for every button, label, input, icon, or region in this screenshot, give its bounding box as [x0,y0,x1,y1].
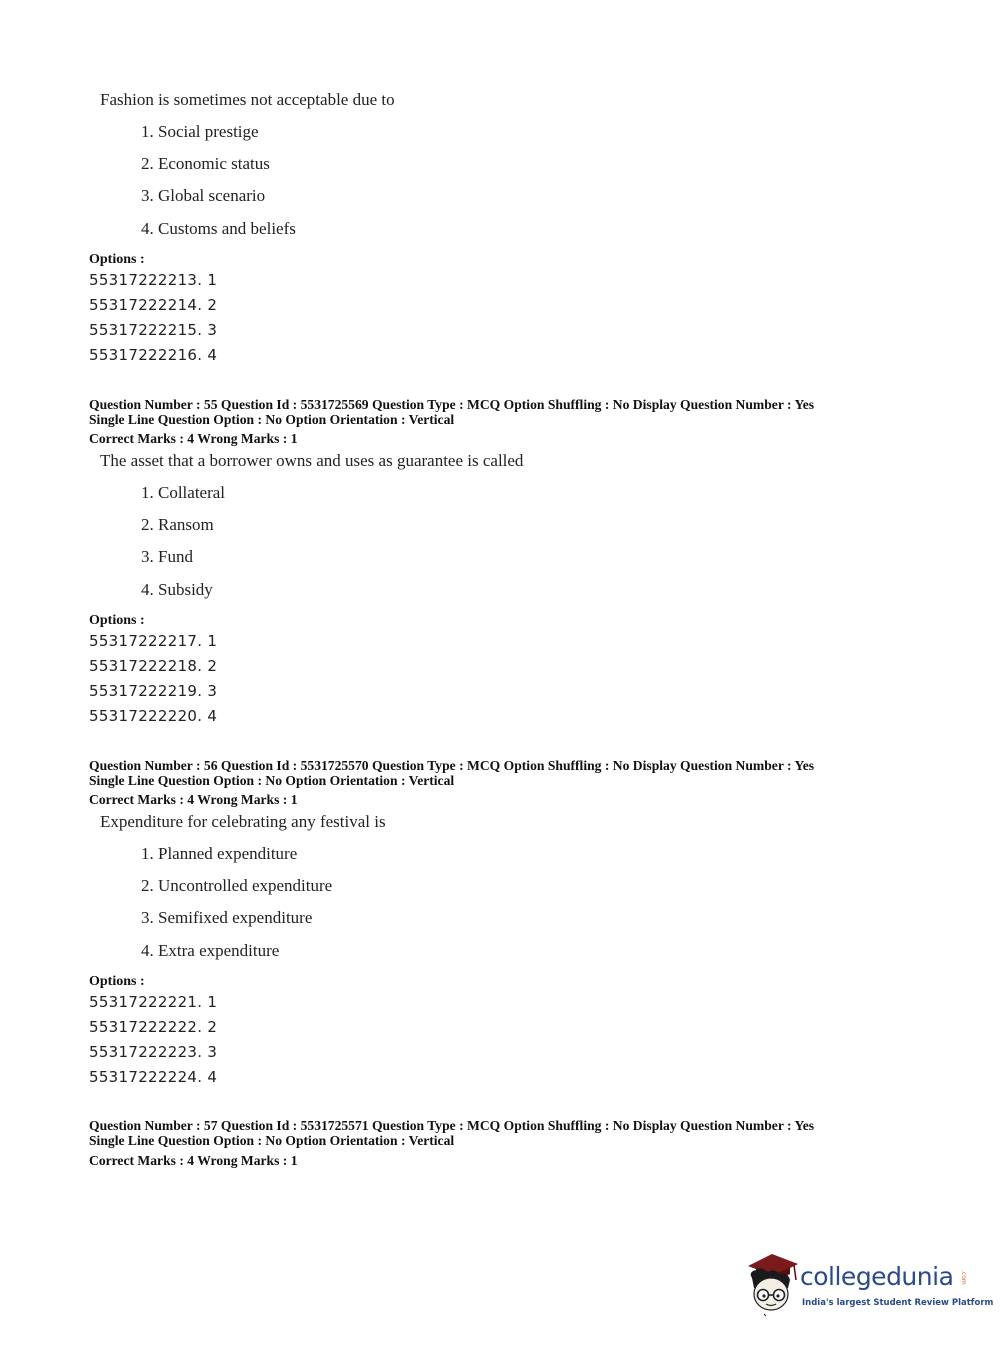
choice-2: 2. Uncontrolled expenditure [141,876,333,895]
question-text: The asset that a borrower owns and uses as guarantee is called [100,451,524,470]
option-id-4: 55317222224. 4 [89,1068,218,1086]
option-id-2: 55317222218. 2 [89,657,218,675]
collegedunia-logo [742,1248,994,1318]
option-id-1: 55317222213. 1 [89,271,218,289]
choice-4: 4. Subsidy [141,580,213,599]
question-meta-line-1: Question Number : 55 Question Id : 5531725569 Question Type : MCQ Option Shuffling : No Display Question Number : Yes [89,397,815,412]
option-id-2: 55317222214. 2 [89,296,218,314]
option-id-3: 55317222219. 3 [89,682,218,700]
option-id-4: 55317222220. 4 [89,707,218,725]
option-id-4: 55317222216. 4 [89,346,218,364]
choice-3: 3. Global scenario [141,186,266,205]
option-id-1: 55317222221. 1 [89,993,218,1011]
choice-4: 4. Extra expenditure [141,941,280,960]
question-meta-line-1: Question Number : 56 Question Id : 5531725570 Question Type : MCQ Option Shuffling : No Display Question Number : Yes [89,758,815,773]
options-label: Options : [89,613,145,628]
choice-1: 1. Collateral [141,483,226,502]
options-label: Options : [89,974,145,989]
question-marks: Correct Marks : 4 Wrong Marks : 1 [89,792,298,807]
option-id-3: 55317222223. 3 [89,1043,218,1061]
question-meta-line-1: Question Number : 57 Question Id : 5531725571 Question Type : MCQ Option Shuffling : No Display Question Number : Yes [89,1118,815,1133]
choice-3: 3. Fund [141,547,193,566]
question-text: Expenditure for celebrating any festival is [100,812,386,831]
option-id-3: 55317222215. 3 [89,321,218,339]
options-label: Options : [89,252,145,267]
question-marks: Correct Marks : 4 Wrong Marks : 1 [89,1153,298,1168]
question-text: Fashion is sometimes not acceptable due to [100,90,395,109]
brand-wordmark: collegedunia [800,1262,954,1291]
choice-4: 4. Customs and beliefs [141,219,296,238]
option-id-2: 55317222222. 2 [89,1018,218,1036]
mascot-icon [742,1248,802,1318]
brand-dotcom: .com [960,1270,967,1285]
choice-2: 2. Economic status [141,154,270,173]
choice-2: 2. Ransom [141,515,214,534]
choice-1: 1. Social prestige [141,122,259,141]
question-marks: Correct Marks : 4 Wrong Marks : 1 [89,431,298,446]
question-meta-line-2: Single Line Question Option : No Option Orientation : Vertical [89,773,455,788]
option-id-1: 55317222217. 1 [89,632,218,650]
brand-tagline: India's largest Student Review Platform [802,1298,994,1308]
question-meta-line-2: Single Line Question Option : No Option Orientation : Vertical [89,1133,455,1148]
choice-3: 3. Semifixed expenditure [141,908,313,927]
question-meta-line-2: Single Line Question Option : No Option Orientation : Vertical [89,412,455,427]
choice-1: 1. Planned expenditure [141,844,298,863]
